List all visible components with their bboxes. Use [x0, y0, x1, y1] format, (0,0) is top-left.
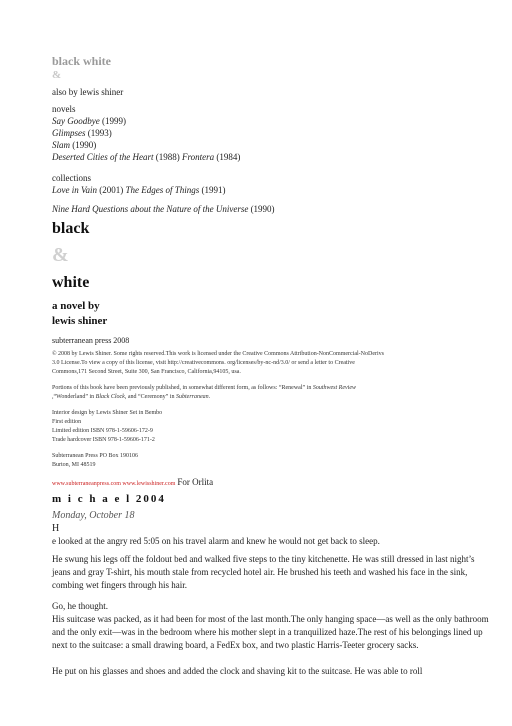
collection-entry: Nine Hard Questions about the Nature of the Universe (1990) — [52, 204, 275, 214]
dedication: For Orlita — [177, 477, 214, 487]
drop-cap: H — [52, 523, 60, 534]
novel-entry: Deserted Cities of the Heart (1988) Frontera (1984) — [52, 152, 241, 162]
subtitle-author: lewis shiner — [52, 315, 108, 327]
copyright-line: Commons,171 Second Street, Suite 300, San Francisco, California,94105, usa. — [52, 369, 241, 375]
half-title-ampersand: & — [52, 69, 62, 81]
novel-entry: Slam (1990) — [52, 140, 97, 150]
collections-heading: collections — [52, 173, 91, 183]
paragraph: e looked at the angry red 5:05 on his travel alarm and knew he would not get back to sleep. — [52, 536, 380, 546]
press-address: Subterranean Press PO Box 190106 — [52, 453, 138, 459]
edition-line: First edition — [52, 419, 82, 425]
title-word-white: white — [52, 274, 90, 291]
novels-heading: novels — [52, 104, 76, 114]
paragraph: He put on his glasses and shoes and added the clock and shaving kit to the suitcase. He was able to roll — [52, 666, 423, 676]
press-address: Burton, MI 48519 — [52, 462, 96, 468]
links-and-dedication — [52, 477, 213, 487]
website-links[interactable]: www.subterraneanpress.com www.lewisshiner.com — [52, 481, 176, 487]
paragraph: He swung his legs off the foldout bed and walked five steps to the tiny kitchenette. He was still dressed in last night’s jeans and gray T-shirt, his mouth stale from recycled hotel air. He brushed his teeth and washed his face in the sink, combing wet fingers through his hair. — [52, 554, 475, 590]
paragraph: Go, he thought. — [52, 601, 108, 611]
previous-publication-line: ,“Wonderland” in Black Clock, and “Ceremony” in Subterranean. — [52, 394, 211, 400]
copyright-line: 3.0 License.To view a copy of this license, visit http://creativecommons. org/licenses/by-nc-nd/3.0/ or send a letter to Creative — [52, 360, 355, 366]
design-credit: Interior design by Lewis Shiner Set in Bembo — [52, 410, 163, 416]
novel-entry: Say Goodbye (1999) — [52, 116, 126, 126]
isbn-trade: Trade hardcover ISBN 978-1-59606-171-2 — [52, 437, 155, 443]
isbn-limited: Limited edition ISBN 978-1-59606-172-9 — [52, 428, 153, 434]
half-title: black white — [52, 54, 112, 68]
novel-entry: Glimpses (1993) — [52, 128, 112, 138]
title-word-black: black — [52, 220, 90, 237]
paragraph: His suitcase was packed, as it had been for most of the last month.The only hanging space—as well as the only bathroom and the only exit—was in the bedroom where his mother slept in a tranquilized haze.The rest of his belongings lined up next to the suitcase: a small drawing board, a FedEx box, and two plastic Harris-Teeter grocery sacks. — [52, 614, 489, 650]
previous-publication-line: Portions of this book have been previously published, in somewhat different form, as follows: “Renewal” in Southwest Review — [52, 385, 357, 391]
title-ampersand: & — [52, 244, 69, 266]
chapter-heading: m i c h a e l 2004 — [52, 493, 166, 505]
collection-entry: Love in Vain (2001) The Edges of Things (1991) — [52, 185, 226, 195]
copyright-line: © 2008 by Lewis Shiner. Some rights reserved.This work is licensed under the Creative Commons Attribution-NonCommercial-NoDerivs — [52, 351, 385, 357]
publisher-line: subterranean press 2008 — [52, 336, 130, 345]
also-by-heading: also by lewis shiner — [52, 87, 124, 97]
subtitle-novel-by: a novel by — [52, 300, 100, 312]
chapter-dateline: Monday, October 18 — [52, 510, 135, 521]
